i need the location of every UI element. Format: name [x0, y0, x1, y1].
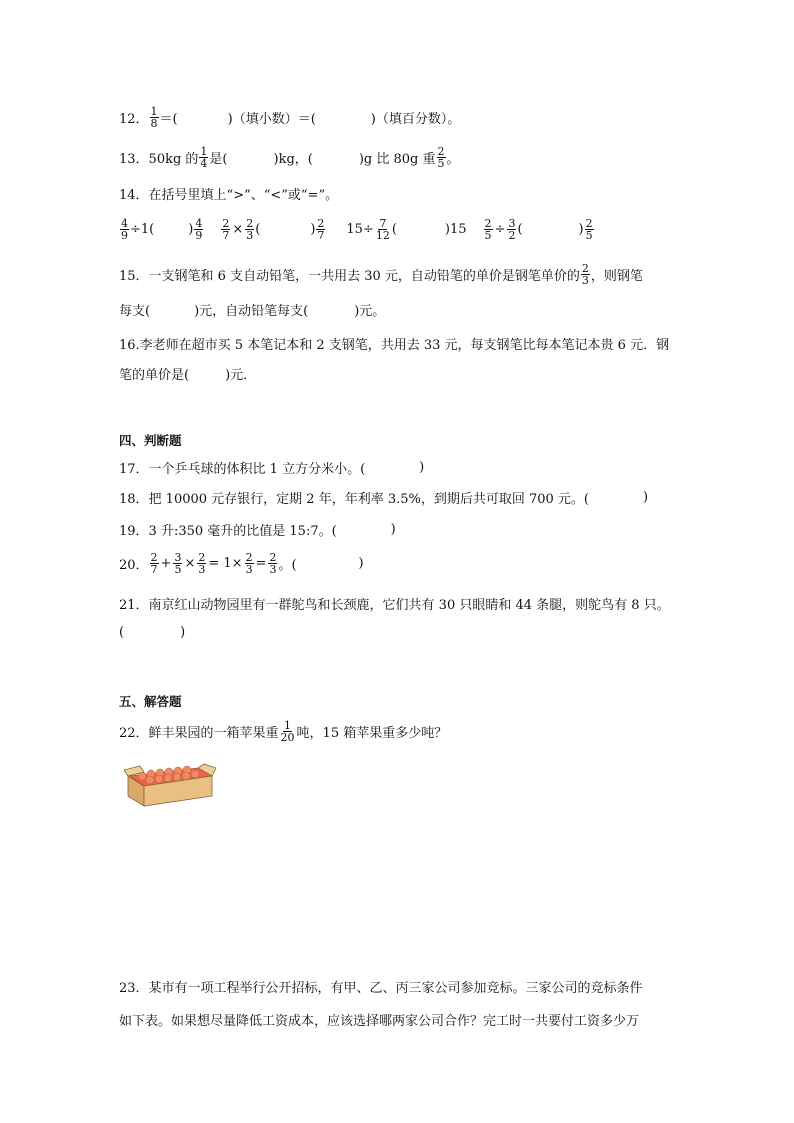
question-19: 19．3 升:350 毫升的比值是 15:7。( ): [119, 522, 396, 539]
q12-fraction: $\frac{1}{8}$: [150, 105, 158, 130]
question-14-expressions: $\frac{4}{9}$ ÷1( ) $\frac{4}{9}$ $\frac{2}{7}$ × $\frac{2}{3}$ ( ) $\frac{2}{7}$ 15÷ $\frac{7}{12}$ ( )15 $\frac{2}{5}$ ÷ $\frac{3}{2}$ ( ) $\frac{2}{5}$: [121, 217, 593, 242]
q12-number: 12．: [119, 112, 149, 127]
question-13: 13． 50kg 的 $\frac{1}{4}$ 是( )kg，( )g 比 80g 重 $\frac{2}{5}$ 。: [119, 145, 460, 170]
question-18: 18．把 10000 元存银行，定期 2 年，年利率 3.5%，到期后共可取回 700 元。( ): [119, 490, 649, 507]
question-20: 20． $\frac{2}{7}$ + $\frac{3}{5}$ × $\frac{2}{3}$ = 1× $\frac{2}{3}$ = $\frac{2}{3}$ 。( ): [119, 551, 364, 576]
question-15-line-2: 每支( )元，自动铅笔每支( )元。: [119, 304, 386, 319]
question-16-line-2: 笔的单价是( )元．: [119, 368, 257, 383]
question-21-line-2: ( ): [119, 625, 186, 640]
question-22: 22．鲜丰果园的一箱苹果重 $\frac{1}{20}$ 吨，15 箱苹果重多少吨？: [119, 719, 448, 744]
q13-fraction-1: $\frac{1}{4}$: [200, 145, 208, 170]
question-17: 17．一个乒乓球的体积比 1 立方分米小。( ): [119, 460, 425, 477]
question-12: 12． $\frac{1}{8}$ ＝( )（填小数）＝( )（填百分数）。: [119, 105, 461, 130]
apple-crate-icon: [124, 758, 216, 808]
question-16: 16.李老师在超市买 5 本笔记本和 2 支钢笔，共用去 33 元，每支钢笔比每本笔记本贵 6 元．钢: [119, 338, 670, 353]
question-15: 15．一支钢笔和 6 支自动铅笔，一共用去 30 元，自动铅笔的单价是钢笔单价的 $\frac{2}{3}$ ，则钢笔: [119, 262, 643, 287]
section-4-heading: 四、判断题: [119, 433, 182, 448]
question-23-line-2: 如下表。如果想尽量降低工资成本，应该选择哪两家公司合作？完工时一共要付工资多少万: [119, 1014, 640, 1029]
question-23: 23．某市有一项工程举行公开招标，有甲、乙、丙三家公司参加竞标。三家公司的竞标条件: [119, 981, 643, 996]
question-14: 14．在括号里填上“>”、“<”或“=”。: [119, 188, 339, 203]
question-21: 21．南京红山动物园里有一群鸵鸟和长颈鹿，它们共有 30 只眼睛和 44 条腿，则鸵鸟有 8 只。: [119, 598, 670, 613]
section-5-heading: 五、解答题: [119, 694, 182, 709]
q13-fraction-2: $\frac{2}{5}$: [437, 145, 445, 170]
